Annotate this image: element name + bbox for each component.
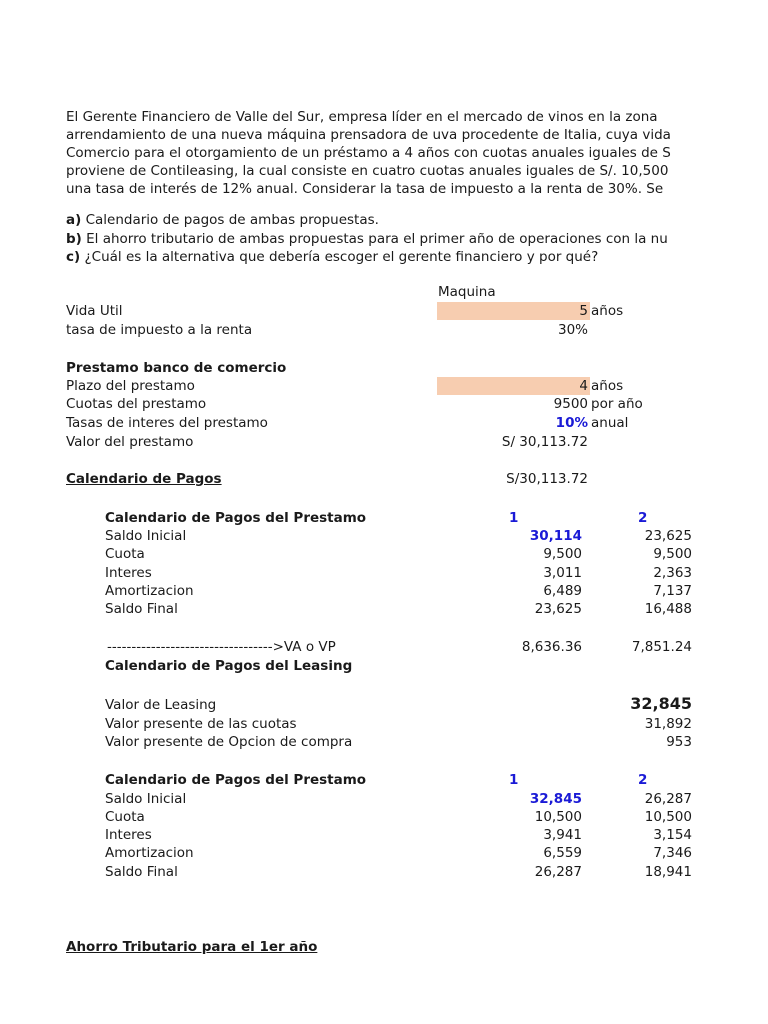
tl-row-label: Saldo Inicial [105, 791, 187, 807]
plazo-unit: años [591, 378, 624, 394]
tl-row-y2: 10,500 [644, 809, 692, 825]
tasas-unit: anual [591, 415, 629, 431]
calendario-title: Calendario de Pagos [66, 471, 222, 487]
tp-row-y1: 6,489 [543, 583, 582, 599]
question-c [66, 249, 700, 266]
tl-row-y1: 26,287 [534, 864, 582, 880]
leasing-title: Calendario de Pagos del Leasing [105, 658, 353, 674]
vp-opcion-value: 953 [666, 734, 692, 750]
valor-prestamo-label: Valor del prestamo [66, 434, 194, 450]
tasa-impuesto-value: 30% [557, 322, 588, 338]
tasas-label: Tasas de interes del prestamo [66, 415, 268, 431]
vp-opcion-label: Valor presente de Opcion de compra [105, 734, 353, 750]
intro-line-5: una tasa de interés de 12% anual. Considerar la tasa de impuesto a la renta de 30%. Se [66, 181, 664, 197]
tp-row-y1: 9,500 [543, 546, 582, 562]
tl-row-label: Interes [105, 827, 152, 843]
tp-row-y2: 23,625 [644, 528, 692, 544]
question-a-label: a) [66, 212, 82, 228]
maquina-header: Maquina [438, 284, 496, 300]
tl-row-label: Saldo Final [105, 864, 178, 880]
question-c-label: c) [66, 249, 81, 265]
tl-row-y1: 3,941 [543, 827, 582, 843]
vida-util-unit: años [591, 303, 624, 319]
tp-row-y2: 7,137 [653, 583, 692, 599]
tabla-leasing-year-2: 2 [638, 772, 648, 788]
question-a-text: Calendario de pagos de ambas propuestas. [81, 212, 379, 228]
tp-row-y2: 2,363 [653, 565, 692, 581]
cuotas-unit: por año [591, 396, 643, 412]
tp-row-y1: 3,011 [543, 565, 582, 581]
tabla-prestamo-title: Calendario de Pagos del Prestamo [105, 510, 367, 526]
cuotas-label: Cuotas del prestamo [66, 396, 207, 412]
tl-row-y1: 32,845 [529, 791, 582, 807]
intro-line-4: proviene de Contileasing, la cual consiste en cuatro cuotas anuales iguales de S/. 10,500 [66, 163, 669, 179]
tl-row-y2: 26,287 [644, 791, 692, 807]
tabla-prestamo-year-1: 1 [509, 510, 519, 526]
valor-prestamo-value: S/ 30,113.72 [501, 434, 588, 450]
tp-row-label: Saldo Inicial [105, 528, 187, 544]
tl-row-y2: 3,154 [653, 827, 692, 843]
intro-line-2: arrendamiento de una nueva máquina prensadora de uva procedente de Italia, cuya vida [66, 127, 671, 143]
vp-cuotas-value: 31,892 [644, 716, 692, 732]
valor-leasing-label: Valor de Leasing [105, 697, 217, 713]
question-a [66, 212, 700, 229]
ahorro-title: Ahorro Tributario para el 1er año [66, 939, 318, 955]
va-vp-label: ---------------------------------->VA o VP [107, 639, 336, 655]
intro-line-3: Comercio para el otorgamiento de un préstamo a 4 años con cuotas anuales iguales de S [66, 145, 671, 161]
tl-row-label: Cuota [105, 809, 145, 825]
tabla-leasing-title: Calendario de Pagos del Prestamo [105, 772, 367, 788]
va-vp-y2: 7,851.24 [631, 639, 692, 655]
tp-row-label: Saldo Final [105, 601, 178, 617]
tl-row-y2: 7,346 [653, 845, 692, 861]
tl-row-y1: 10,500 [534, 809, 582, 825]
tl-row-label: Amortizacion [105, 845, 194, 861]
question-b-label: b) [66, 231, 82, 247]
tasa-impuesto-label: tasa de impuesto a la renta [66, 322, 253, 338]
tp-row-y2: 16,488 [644, 601, 692, 617]
tp-row-y1: 23,625 [534, 601, 582, 617]
tabla-prestamo-year-2: 2 [638, 510, 648, 526]
intro-line-1: El Gerente Financiero de Valle del Sur, empresa líder en el mercado de vinos en la zona [66, 109, 658, 125]
tl-row-y1: 6,559 [543, 845, 582, 861]
plazo-value: 4 [579, 378, 588, 394]
tp-row-label: Cuota [105, 546, 145, 562]
cuotas-value: 9500 [553, 396, 588, 412]
calendario-value: S/30,113.72 [506, 471, 588, 487]
valor-leasing-value: 32,845 [630, 694, 692, 713]
tp-row-label: Amortizacion [105, 583, 194, 599]
tp-row-y2: 9,500 [653, 546, 692, 562]
tp-row-label: Interes [105, 565, 152, 581]
va-vp-y1: 8,636.36 [521, 639, 582, 655]
tasas-value: 10% [555, 415, 588, 431]
question-b [66, 231, 700, 248]
vp-cuotas-label: Valor presente de las cuotas [105, 716, 297, 732]
tp-row-y1: 30,114 [529, 528, 582, 544]
question-b-text: El ahorro tributario de ambas propuestas para el primer año de operaciones con la nu [81, 231, 668, 247]
vida-util-value: 5 [579, 303, 588, 319]
plazo-label: Plazo del prestamo [66, 378, 195, 394]
tabla-leasing-year-1: 1 [509, 772, 519, 788]
tl-row-y2: 18,941 [644, 864, 692, 880]
prestamo-title: Prestamo banco de comercio [66, 360, 287, 376]
question-c-text: ¿Cuál es la alternativa que debería escoger el gerente financiero y por qué? [80, 249, 599, 265]
vida-util-label: Vida Util [66, 303, 123, 319]
